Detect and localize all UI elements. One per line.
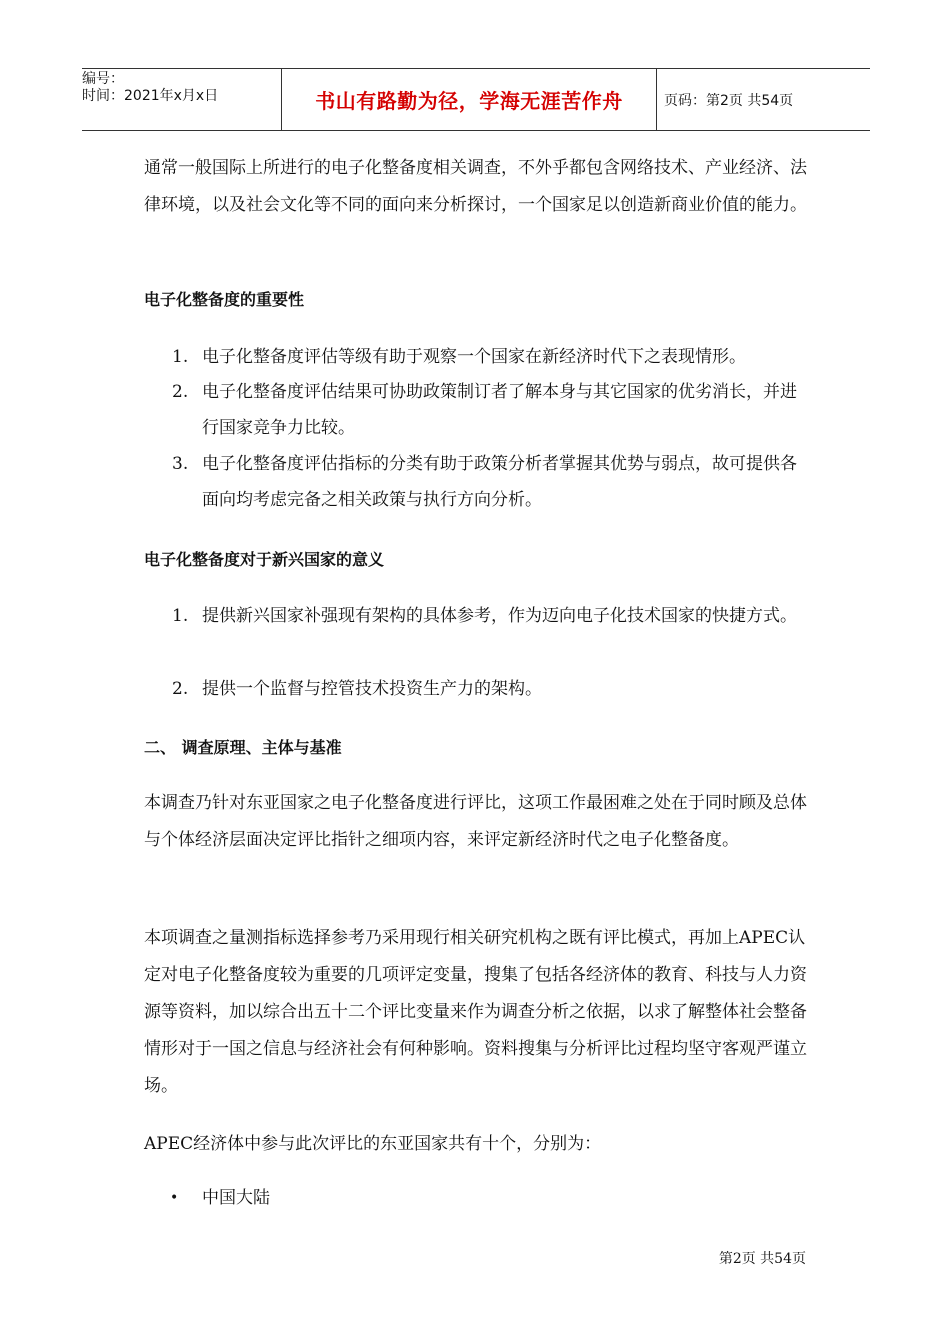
list-text: 提供一个监督与控管技术投资生产力的架构。 bbox=[202, 679, 542, 699]
list-number: 2. bbox=[172, 382, 189, 402]
list-text: 提供新兴国家补强现有架构的具体参考，作为迈向电子化技术国家的快捷方式。 bbox=[202, 606, 797, 626]
serial-number-label: 编号： bbox=[82, 71, 124, 87]
section-heading-importance: 电子化整备度的重要性 bbox=[144, 290, 305, 309]
header-motto: 书山有路勤为径，学海无涯苦作舟 bbox=[315, 89, 623, 113]
list-number: 3. bbox=[172, 454, 189, 474]
bullet-icon: • bbox=[170, 1190, 179, 1206]
bullet-list-item: 中国大陆 bbox=[202, 1188, 270, 1208]
header-page-cell bbox=[655, 69, 870, 130]
paragraph: 本项调查之量测指标选择参考乃采用现行相关研究机构之既有评比模式，再加上APEC认定对电子化整备度较为重要的几项评定变量，搜集了包括各经济体的教育、科技与人力资源等资料，加以综合出五十二个评比变量来作为调查分析之依据，以求了解整体社会整备情形对于一国之信息与经济社会有何种影响。资料搜集与分析评比过程均坚守客观严谨立场。 bbox=[144, 928, 807, 1096]
footer-page-number: 第2页 共54页 bbox=[718, 1251, 806, 1267]
paragraph: APEC经济体中参与此次评比的东亚国家共有十个，分别为： bbox=[144, 1134, 602, 1154]
header-motto-cell bbox=[281, 69, 657, 130]
section-heading-significance: 电子化整备度对于新兴国家的意义 bbox=[144, 550, 385, 569]
intro-paragraph: 通常一般国际上所进行的电子化整备度相关调查，不外乎都包含网络技术、产业经济、法律环境，以及社会文化等不同的面向来分析探讨，一个国家足以创造新商业价值的能力。 bbox=[144, 158, 807, 215]
section-heading-principles: 二、 调查原理、主体与基准 bbox=[144, 738, 342, 757]
paragraph: 本调查乃针对东亚国家之电子化整备度进行评比，这项工作最困难之处在于同时顾及总体与个体经济层面决定评比指针之细项内容，来评定新经济时代之电子化整备度。 bbox=[144, 793, 807, 850]
header-page-number: 页码：第2页 共54页 bbox=[664, 92, 794, 109]
list-text: 电子化整备度评估指标的分类有助于政策分析者掌握其优势与弱点，故可提供各面向均考虑完备之相关政策与执行方向分析。 bbox=[202, 454, 797, 510]
header-meta bbox=[82, 69, 281, 130]
list-text: 电子化整备度评估结果可协助政策制订者了解本身与其它国家的优劣消长，并进行国家竞争力比较。 bbox=[202, 382, 797, 438]
page-header bbox=[82, 68, 870, 131]
list-number: 1. bbox=[172, 606, 189, 626]
list-number: 2. bbox=[172, 679, 189, 699]
list-text: 电子化整备度评估等级有助于观察一个国家在新经济时代下之表现情形。 bbox=[202, 347, 746, 367]
date-label: 时间：2021年x月x日 bbox=[82, 88, 219, 104]
list-number: 1. bbox=[172, 347, 189, 367]
